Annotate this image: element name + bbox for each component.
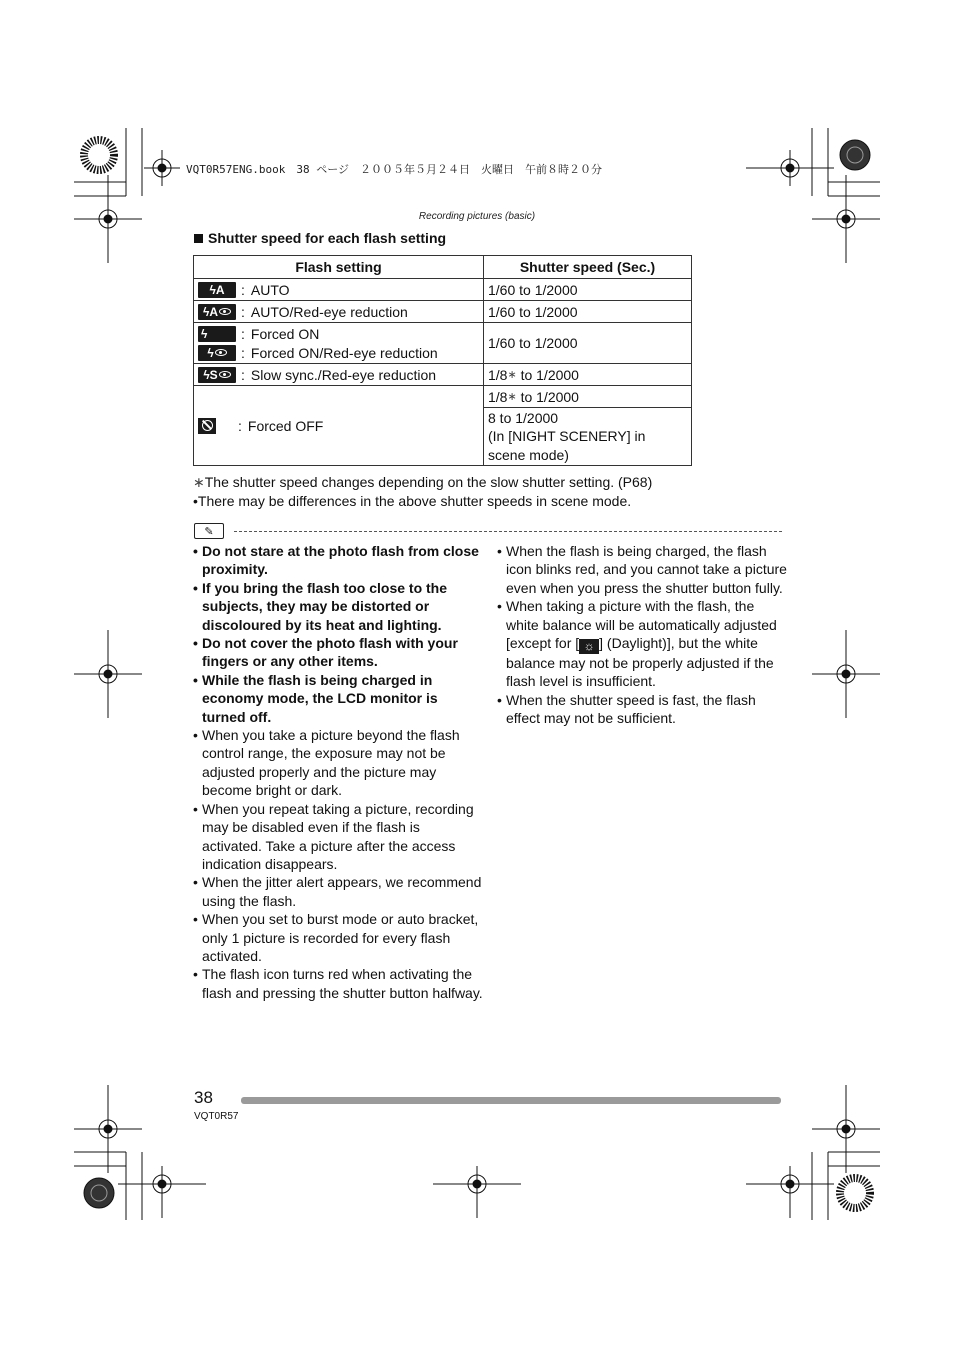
note-item: • Do not stare at the photo flash from close proximity. [193, 542, 483, 579]
dashed-divider [234, 531, 782, 532]
note-left-column [193, 542, 483, 1002]
daylight-icon: ☼ [579, 639, 599, 654]
print-header: VQT0R57ENG.book 38 ページ ２００５年５月２４日 火曜日 午前８時２０分 [186, 163, 602, 176]
table-row [194, 364, 692, 386]
page-number: 38 [194, 1088, 213, 1107]
note-right-column [497, 542, 787, 727]
flash-setting-cell: ϟ A : AUTO [194, 279, 484, 301]
running-head: Recording pictures (basic) [418, 211, 536, 222]
note-item: • The flash icon turns red when activating the flash and pressing the shutter button halfway. [193, 965, 483, 1002]
square-bullet-icon [194, 234, 203, 243]
note-item: • When the flash is being charged, the flash icon blinks red, and you cannot take a picture even when you press the shutter button fully. [497, 542, 787, 597]
flash-setting-label: AUTO/Red-eye reduction [250, 303, 408, 320]
flash-setting-cell: ϟ A : AUTO/Red-eye reduction [194, 301, 484, 323]
shutter-speed-cell: 1/60 to 1/2000 [484, 323, 692, 364]
shutter-speed-cell: 1/60 to 1/2000 [484, 301, 692, 323]
flash-shutter-table [193, 255, 692, 466]
flash-auto-icon: ϟ A [198, 282, 236, 298]
note-header [194, 523, 782, 541]
note-item: • When taking a picture with the flash, the white balance will be automatically adjusted [except for [ ☼ ] (Daylight)], but the white balance may not be properly adjusted if the flash level is insufficient. [497, 597, 787, 690]
column-header: Flash setting [194, 256, 484, 279]
table-row [194, 386, 692, 408]
shutter-speed-cell: 1/60 to 1/2000 [484, 279, 692, 301]
model-code: VQT0R57 [194, 1111, 239, 1122]
shutter-speed-cell: 1/8∗ to 1/2000 [484, 364, 692, 386]
asterisk-mark: ∗ [507, 368, 517, 381]
note-item: • When the jitter alert appears, we recommend using the flash. [193, 873, 483, 910]
flash-setting-cell: : Forced OFF [194, 386, 484, 466]
flash-slow-sync-redeye-icon: ϟ S [198, 367, 236, 383]
table-row [194, 301, 692, 323]
note-item: • When you repeat taking a picture, recording may be disabled even if the flash is activated. Take a picture after the access indication disappears. [193, 800, 483, 874]
asterisk-mark: ∗ [507, 390, 517, 403]
footnote: ∗The shutter speed changes depending on the slow shutter setting. (P68) [193, 474, 653, 490]
flash-setting-label: AUTO [250, 281, 290, 298]
note-item: • While the flash is being charged in economy mode, the LCD monitor is turned off. [193, 671, 483, 726]
flash-setting-label: Slow sync./Red-eye reduction [250, 366, 437, 383]
table-row [194, 323, 692, 364]
section-title-text: Shutter speed for each flash setting [208, 230, 447, 246]
note-item: • When you take a picture beyond the flash control range, the exposure may not be adjusted properly and the picture may become bright or dark. [193, 726, 483, 800]
flash-setting-label: Forced ON/Red-eye reduction [250, 344, 438, 361]
note-item: • When the shutter speed is fast, the flash effect may not be sufficient. [497, 691, 787, 728]
shutter-speed-cell: 8 to 1/2000 (In [NIGHT SCENERY] in scene mode) [484, 408, 692, 466]
asterisk-mark: ∗ [193, 474, 205, 490]
shutter-speed-cell: 1/8∗ to 1/2000 [484, 386, 692, 408]
flash-setting-cell: ϟ S : Slow sync./Red-eye reduction [194, 364, 484, 386]
flash-setting-label: Forced OFF [247, 417, 324, 434]
table-header-row [194, 256, 692, 279]
flash-setting-cell: ϟ : Forced ON ϟ : Forced ON/Red-eye reduction [194, 323, 484, 364]
flash-forced-off-icon [198, 418, 216, 434]
note-item: • If you bring the flash too close to the subjects, they may be distorted or discoloured by its heat and lighting. [193, 579, 483, 634]
note-pencil-icon: ✎ [194, 523, 224, 539]
page-bar [241, 1097, 781, 1104]
flash-forced-on-icon: ϟ [198, 326, 236, 342]
column-header: Shutter speed (Sec.) [484, 256, 692, 279]
flash-auto-redeye-icon: ϟ A [198, 304, 236, 320]
flash-forced-on-redeye-icon: ϟ [198, 345, 236, 361]
table-row [194, 279, 692, 301]
flash-setting-label: Forced ON [250, 325, 320, 342]
section-title [194, 230, 446, 246]
note-item: • Do not cover the photo flash with your fingers or any other items. [193, 634, 483, 671]
note-item: • When you set to burst mode or auto bracket, only 1 picture is recorded for every flash activated. [193, 910, 483, 965]
footnote-2: •There may be differences in the above shutter speeds in scene mode. [193, 493, 632, 509]
